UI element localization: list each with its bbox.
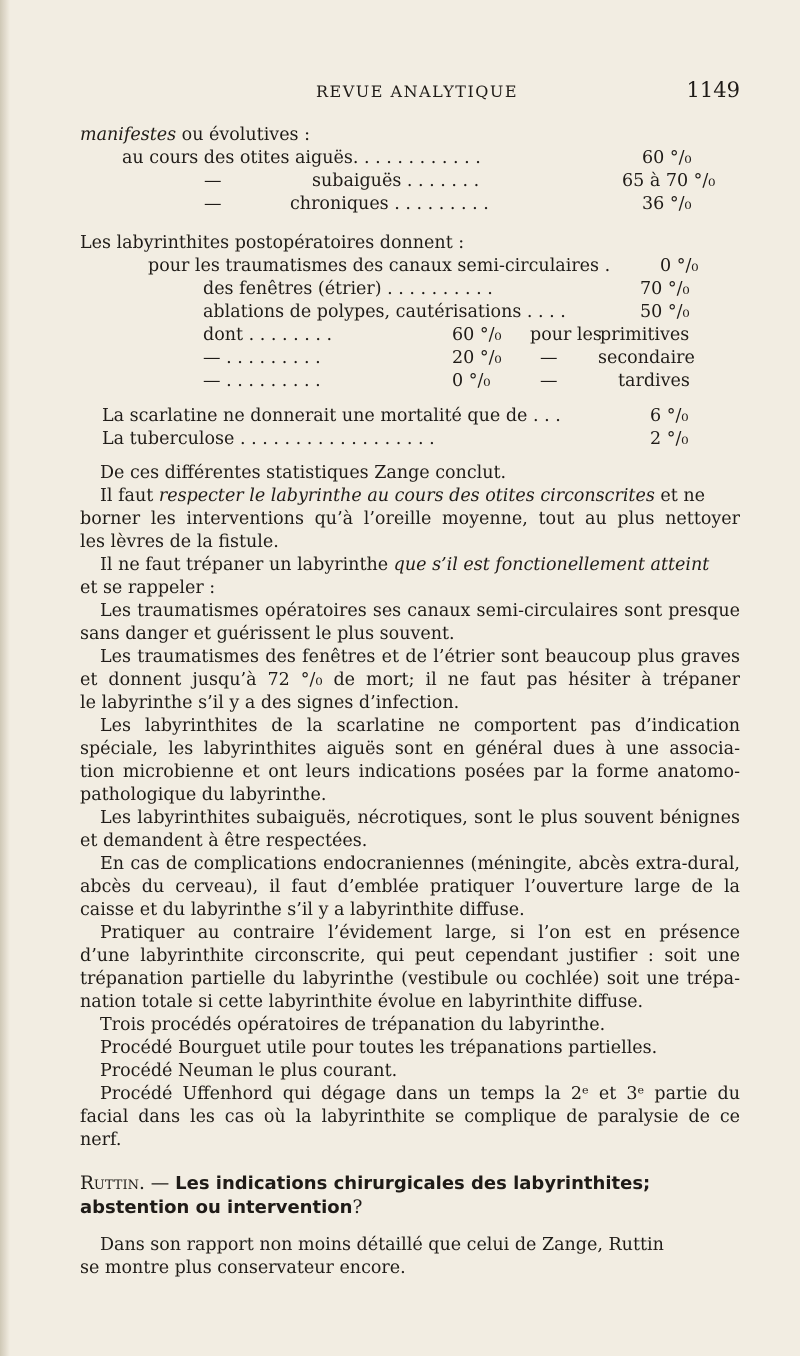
body-line: trépanation partielle du labyrinthe (vestibule ou cochlée) soit une trépa- (80, 969, 740, 989)
body-line: facial dans les cas où la labyrinthite se complique de paralysie de ce (80, 1107, 740, 1127)
running-header (80, 78, 740, 106)
dont-row-lead: — . . . . . . . . . (203, 348, 321, 368)
body-line: Pratiquer au contraire l’évidement large, si l’on est en présence (100, 923, 740, 943)
body-line: nerf. (80, 1130, 122, 1150)
body-line: et demandent à être respectées. (80, 831, 368, 851)
body-line: Les traumatismes des fenêtres et de l’étrier sont beaucoup plus graves (100, 647, 740, 667)
dont-row-sep: — (540, 348, 558, 368)
body-line: le labyrinthe s’il y a des signes d’infection. (80, 693, 460, 713)
body-line: Les labyrinthites de la scarlatine ne comportent pas d’indication (100, 716, 740, 736)
body-line: En cas de complications endocraniennes (méningite, abcès extra-dural, (100, 854, 740, 874)
dont-row-kind: secondaire (598, 348, 695, 368)
section-author: Ruttin (80, 1173, 139, 1194)
stats2-row-label: des fenêtres (étrier) . . . . . . . . . . (203, 279, 493, 299)
stats1-row-label: chroniques . . . . . . . . . (290, 194, 489, 214)
body-line: sans danger et guérissent le plus souvent. (80, 624, 455, 644)
body-line: abcès du cerveau), il faut d’emblée pratiquer l’ouverture large de la (80, 877, 740, 897)
body-line: les lèvres de la fistule. (80, 532, 279, 552)
body-line: pathologique du labyrinthe. (80, 785, 327, 805)
body-line: tion microbienne et ont leurs indications posées par la forme anatomo- (80, 762, 740, 782)
stats1-row-dash: — (204, 171, 222, 191)
stats3-row-label: La scarlatine ne donnerait une mortalité que de . . . (102, 406, 561, 426)
body-line: se montre plus conservateur encore. (80, 1258, 406, 1278)
stats3-row-value: 2 °/₀ (650, 429, 689, 449)
body-line: et se rappeler : (80, 578, 216, 598)
stats1-intro: manifestes ou évolutives : (80, 125, 310, 145)
body-line: Trois procédés opératoires de trépanation du labyrinthe. (100, 1015, 606, 1035)
stats2-intro: Les labyrinthites postopératoires donnent : (80, 233, 465, 253)
body-line: Procédé Uffenhord qui dégage dans un temps la 2ᵉ et 3ᵉ partie du (100, 1084, 740, 1104)
stats3-row-value: 6 °/₀ (650, 406, 689, 426)
page-number: 1149 (686, 78, 740, 102)
section-heading-cont: abstention ou intervention? (80, 1197, 363, 1218)
body-line: caisse et du labyrinthe s’il y a labyrinthite diffuse. (80, 900, 525, 920)
body-line: Les traumatismes opératoires ses canaux semi-circulaires sont presque (100, 601, 740, 621)
stats2-row-value: 50 °/₀ (640, 302, 690, 322)
body-line: borner les interventions qu’à l’oreille moyenne, tout au plus nettoyer (80, 509, 740, 529)
stats3-row-label: La tuberculose . . . . . . . . . . . . . . . . . . (102, 429, 435, 449)
body-line: et donnent jusqu’à 72 °/₀ de mort; il ne faut pas hésiter à trépaner (80, 670, 740, 690)
body-line: Procédé Neuman le plus courant. (100, 1061, 398, 1081)
body-line: spéciale, les labyrinthites aiguës sont en général dues à une associa- (80, 739, 740, 759)
dont-row-sep: pour les (530, 325, 602, 345)
dont-row-value: 0 °/₀ (452, 371, 491, 391)
dont-row-kind: tardives (618, 371, 690, 391)
dont-row-sep: — (540, 371, 558, 391)
stats2-row-value: 70 °/₀ (640, 279, 690, 299)
body-line: Il faut respecter le labyrinthe au cours des otites circonscrites et ne (100, 486, 705, 506)
stats2-row-label: ablations de polypes, cautérisations . . . . (203, 302, 566, 322)
page-edge-shadow (0, 0, 10, 1356)
stats1-row-dash: — (204, 194, 222, 214)
section-title: Les indications chirurgicales des labyrinthites; (175, 1173, 651, 1194)
stats1-row-label: subaiguës . . . . . . . (312, 171, 480, 191)
body-line: De ces différentes statistiques Zange conclut. (100, 463, 507, 483)
body-line: d’une labyrinthite circonscrite, qui peut cependant justifier : soit une (80, 946, 740, 966)
stats1-row-value: 36 °/₀ (642, 194, 692, 214)
stats1-row-value: 65 à 70 °/₀ (622, 171, 716, 191)
body-line: Les labyrinthites subaiguës, nécrotiques, sont le plus souvent bénignes (100, 808, 740, 828)
body-line: Dans son rapport non moins détaillé que celui de Zange, Ruttin (100, 1235, 664, 1255)
body-line: Procédé Bourguet utile pour toutes les trépanations partielles. (100, 1038, 658, 1058)
stats1-row-value: 60 °/₀ (642, 148, 692, 168)
dont-row-value: 60 °/₀ (452, 325, 502, 345)
stats1-row-label: au cours des otites aiguës. . . . . . . . . . . . (122, 148, 481, 168)
body-line: nation totale si cette labyrinthite évolue en labyrinthite diffuse. (80, 992, 644, 1012)
dont-row-kind: primitives (600, 325, 690, 345)
section-heading: Ruttin. — Les indications chirurgicales des labyrinthites; (80, 1173, 651, 1194)
dont-row-value: 20 °/₀ (452, 348, 502, 368)
running-title: REVUE ANALYTIQUE (316, 82, 519, 101)
stats2-row-value: 0 °/₀ (660, 256, 699, 276)
body-line: Il ne faut trépaner un labyrinthe que s’il est fonctionellement atteint (100, 555, 710, 575)
dont-row-lead: — . . . . . . . . . (203, 371, 321, 391)
dont-row-lead: dont . . . . . . . . (203, 325, 333, 345)
stats2-row-label: pour les traumatismes des canaux semi-circulaires . (148, 256, 611, 276)
